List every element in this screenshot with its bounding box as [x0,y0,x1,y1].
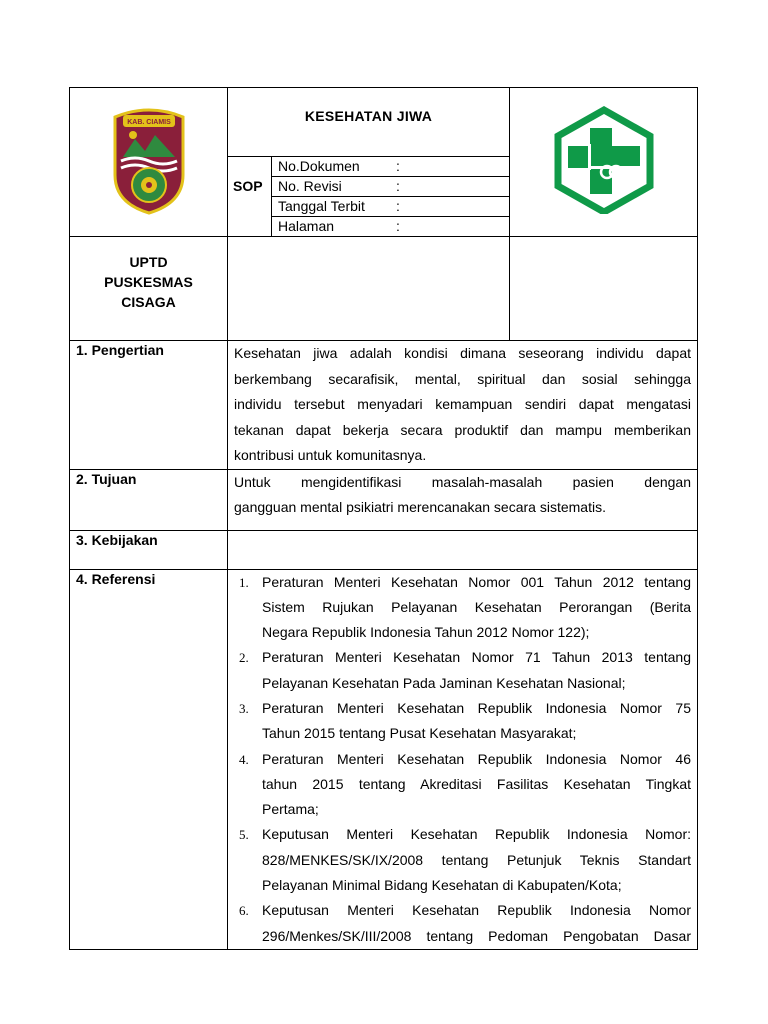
text-line: tahun 2015 tentang Akreditasi Fasilitas Kesehatan Tingkat [262,775,691,792]
text-line: Peraturan Menteri Kesehatan Nomor 71 Tahun 2013 tentang [262,649,691,666]
meta-sep: : [390,217,509,237]
label-text: 4. Referensi [76,570,156,587]
meta-key-no-revisi: No. Revisi [272,177,391,197]
text-line: Pertama; [262,801,319,818]
text-line: Tahun 2015 tentang Pusat Kesehatan Masyarakat; [262,725,577,742]
section-label-tujuan [70,469,228,530]
text-line: Pelayanan Kesehatan Pada Jaminan Kesehatan Nasional; [262,674,626,691]
title-cell [228,88,510,237]
text-line: Untuk mengidentifikasi masalah-masalah pasien dengan [234,473,691,490]
text-line: Peraturan Menteri Kesehatan Nomor 001 Tahun 2012 tentang [262,573,691,590]
label-text: 3. Kebijakan [76,531,158,548]
empty-cell [228,237,510,341]
text-line: tekanan dapat bekerja secara produktif dan mampu memberikan [234,421,691,438]
label-text: 2. Tujuan [76,470,137,487]
meta-key-no-dokumen: No.Dokumen [272,157,391,177]
list-item [234,747,691,823]
list-number: 2. [239,650,249,666]
meta-key-halaman: Halaman [272,217,391,237]
section-content-pengertian [228,341,698,470]
text-line: 828/MENKES/SK/IX/2008 tentang Petunjuk Teknis Standart [262,851,691,868]
institution-line: UPTD [129,254,168,270]
section-label-pengertian [70,341,228,470]
section-content-kebijakan [228,530,698,569]
text-line: kontribusi untuk komunitasnya. [234,447,427,463]
sop-table [69,87,698,950]
list-item [234,898,691,949]
section-label-kebijakan [70,530,228,569]
meta-sep: : [390,197,509,217]
institution-name [70,237,228,341]
text-line: gangguan mental psikiatri merencanakan secara sistematis. [234,499,606,515]
section-content-referensi [228,569,698,949]
text-line: Keputusan Menteri Kesehatan Republik Indonesia Nomor [262,902,691,919]
text-line: Peraturan Menteri Kesehatan Republik Indonesia Nomor 75 [262,699,691,716]
district-logo-cell [70,88,228,237]
list-number: 5. [239,827,249,843]
meta-key-tanggal-terbit: Tanggal Terbit [272,197,391,217]
puskesmas-logo [552,106,656,214]
text-line: individu tersebut menyadari kemampuan sendiri dapat mengatasi [234,396,691,412]
text-line: 296/Menkes/SK/III/2008 tentang Pedoman Pengobatan Dasar [262,927,691,944]
list-item [234,645,691,696]
puskesmas-logo-cell [510,88,698,237]
text-line: Negara Republik Indonesia Tahun 2012 Nomor 122); [262,624,590,641]
text-line: Keputusan Menteri Kesehatan Republik Indonesia Nomor: [262,826,691,843]
list-item [234,570,691,646]
ciamis-district-logo [109,105,189,215]
text-line: Kesehatan jiwa adalah kondisi dimana seseorang individu dapat [234,345,691,361]
list-number: 4. [239,751,249,767]
meta-sep: : [390,157,509,177]
svg-text:KAB. CIAMIS: KAB. CIAMIS [126,118,171,126]
list-number: 1. [239,574,249,590]
meta-sep: : [390,177,509,197]
list-number: 3. [239,700,249,716]
text-line: Sistem Rujukan Pelayanan Kesehatan Perorangan (Berita [262,598,691,615]
reference-list [234,570,691,949]
list-item [234,822,691,898]
text-line: berkembang secarafisik, mental, spiritual dan sosial sehingga [234,370,691,387]
institution-line: CISAGA [121,294,176,310]
empty-cell [510,237,698,341]
text-line: Pelayanan Minimal Bidang Kesehatan di Kabupaten/Kota; [262,877,622,894]
section-label-referensi [70,569,228,949]
sop-label: SOP [228,157,272,237]
label-text: 1. Pengertian [76,342,164,358]
section-content-tujuan [228,469,698,530]
list-number: 6. [239,903,249,919]
list-item [234,696,691,747]
institution-line: PUSKESMAS [104,274,193,290]
document-title: KESEHATAN JIWA [304,108,433,124]
document-meta-table [228,156,509,236]
text-line: Peraturan Menteri Kesehatan Republik Indonesia Nomor 46 [262,750,691,767]
